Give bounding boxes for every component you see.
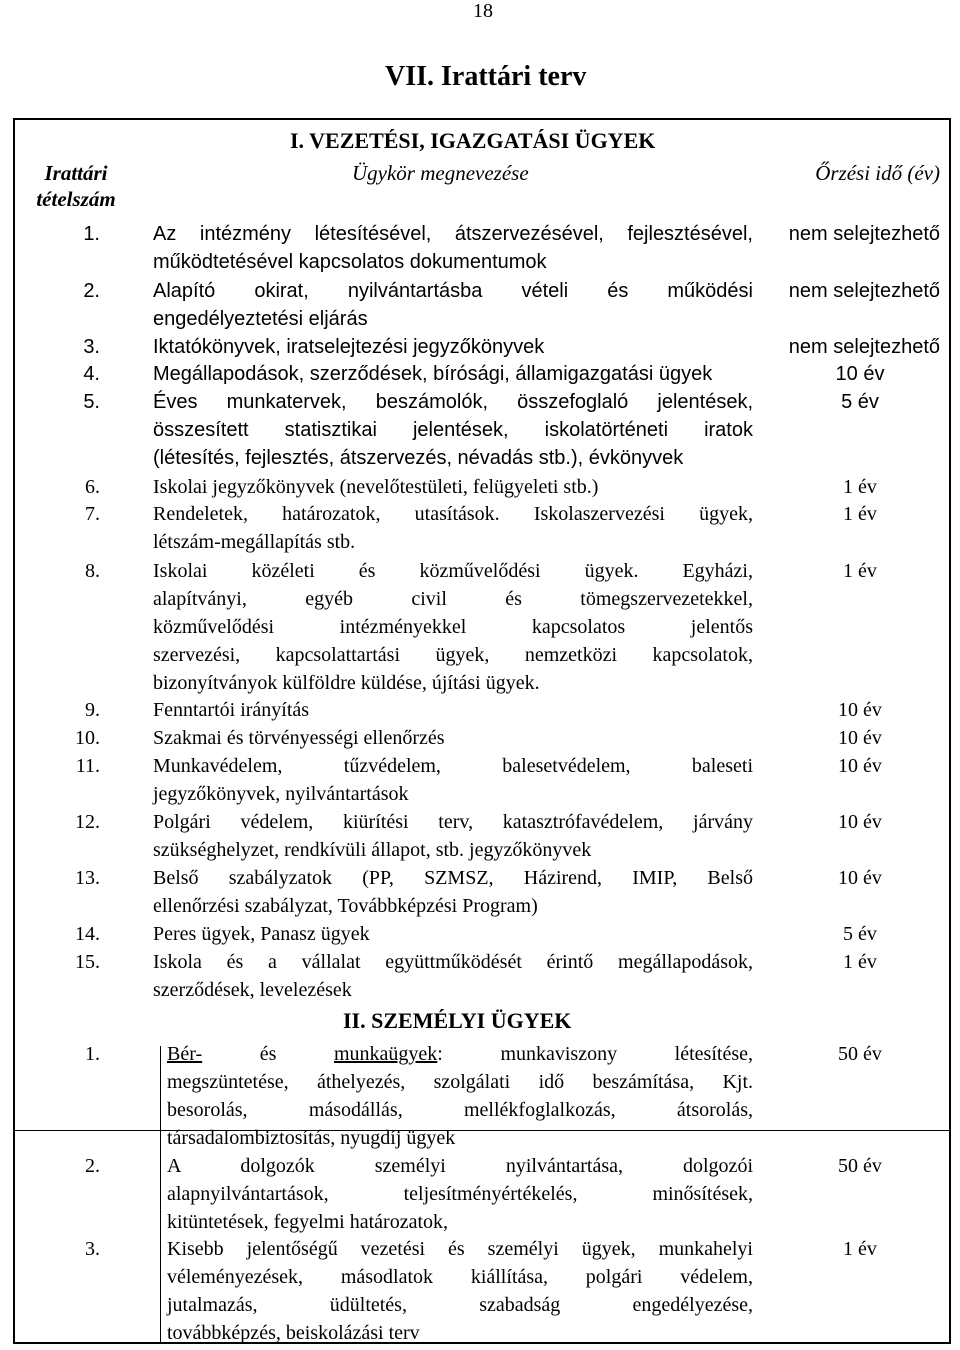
row-retention: 10 év (838, 699, 882, 721)
row-description-line: Peres ügyek, Panasz ügyek (153, 923, 370, 945)
row-retention: 50 év (838, 1155, 882, 1177)
row-description-line: Iskolai jegyzőkönyvek (nevelőtestületi, felügyeleti stb.) (153, 476, 599, 498)
row-description-line: Az intézmény létesítésével, átszervezésével, fejlesztésével, (153, 223, 753, 245)
row-retention: 5 év (841, 391, 879, 413)
row-description-line: bizonyítványok külföldre küldése, újítási ügyek. (153, 672, 540, 694)
row-description-line: Éves munkatervek, beszámolók, összefoglaló jelentések, (153, 391, 753, 413)
row-description-line: Rendeletek, határozatok, utasítások. Iskolaszervezési ügyek, (153, 503, 753, 525)
row-description-line: jegyzőkönyvek, nyilvántartások (153, 783, 409, 805)
row-number: 2. (85, 1155, 100, 1177)
row-retention: 1 év (843, 1238, 877, 1260)
row-number: 8. (85, 560, 100, 582)
row-number: 2. (83, 280, 100, 302)
col-header-name: Ügykör megnevezése (352, 161, 529, 185)
underlined-term: Bér- (167, 1043, 203, 1065)
row-description-line: szerződések, levelezések (153, 979, 352, 1001)
row-retention: 10 év (838, 755, 882, 777)
row-description-line: Szakmai és törvényességi ellenőrzés (153, 727, 445, 749)
row-retention: 1 év (843, 951, 877, 973)
row-description (167, 1040, 753, 1152)
row-retention: 10 év (838, 867, 882, 889)
row-number: 6. (85, 476, 100, 498)
col-header-number (30, 160, 122, 212)
col-header-number-line1: Irattári (44, 161, 108, 185)
row-description-line: jutalmazás, üdültetés, szabadság engedélyezése, (167, 1294, 753, 1316)
row-description-line: A dolgozók személyi nyilvántartása, dolgozói (167, 1155, 753, 1177)
row-retention: 10 év (835, 363, 885, 385)
row-number: 15. (75, 951, 100, 973)
row-description-line: (létesítés, fejlesztés, átszervezés, névadás stb.), évkönyvek (153, 447, 684, 469)
row-description-line: véleményezések, másodlatok kiállítása, polgári védelem, (167, 1266, 753, 1288)
row-description (153, 333, 753, 361)
page-title: VII. Irattári terv (385, 61, 587, 92)
row-description-line: létszám-megállapítás stb. (153, 531, 356, 553)
row-number: 14. (75, 923, 100, 945)
row-number: 1. (83, 223, 100, 245)
row-description-line: engedélyeztetési eljárás (153, 308, 368, 330)
row-number: 3. (85, 1238, 100, 1260)
col-header-retention: Őrzési idő (év) (815, 161, 940, 185)
row-description (153, 473, 753, 501)
underlined-term: munkaügyek (333, 1043, 438, 1065)
row-number: 9. (85, 699, 100, 721)
section-1-heading: I. VEZETÉSI, IGAZGATÁSI ÜGYEK (290, 128, 656, 153)
row-description (153, 808, 753, 864)
row-description (153, 864, 753, 920)
row-description-line: szervezési, kapcsolattartási ügyek, nemzetközi kapcsolatok, (153, 644, 753, 666)
row-number: 3. (83, 336, 100, 358)
row-description-line: Belső szabályzatok (PP, SZMSZ, Házirend, IMIP, Belső (153, 867, 753, 889)
text-span: és (202, 1043, 334, 1065)
col-header-number-line2: tételszám (36, 187, 116, 211)
row-description-line: Iskola és a vállalat együttműködését érintő megállapodások, (153, 951, 753, 973)
row-description-line: Kisebb jelentőségű vezetési és személyi ügyek, munkahelyi (167, 1238, 753, 1260)
row-retention: 1 év (843, 560, 877, 582)
row-number: 12. (75, 811, 100, 833)
row-description-line: működtetésével kapcsolatos dokumentumok (153, 251, 547, 273)
section-2-heading: II. SZEMÉLYI ÜGYEK (343, 1008, 572, 1033)
row-number: 13. (75, 867, 100, 889)
row-retention: 10 év (838, 811, 882, 833)
row-description-line: továbbképzés, beiskolázási terv (167, 1322, 420, 1344)
row-description-line: besorolás, másodállás, mellékfoglalkozás, átsorolás, (167, 1099, 753, 1121)
row-description (153, 277, 753, 333)
row-retention: 1 év (843, 476, 877, 498)
row-number: 4. (83, 363, 100, 385)
row-description (153, 360, 753, 388)
row-description (153, 752, 753, 808)
row-description-line: alapítványi, egyéb civil és tömegszervezetekkel, (153, 588, 753, 610)
row-number: 11. (75, 755, 100, 777)
row-description (153, 724, 753, 752)
row-description (153, 220, 753, 276)
row-description-line: Iktatókönyvek, iratselejtezési jegyzőkönyvek (153, 336, 545, 358)
row-number: 10. (75, 727, 100, 749)
row-description (167, 1152, 753, 1236)
row-description-line: Polgári védelem, kiürítési terv, katasztrófavédelem, járvány (153, 811, 753, 833)
row-number: 5. (83, 391, 100, 413)
row-description-line: Alapító okirat, nyilvántartásba vételi és működési (153, 280, 753, 302)
text-span: : munkaviszony létesítése, (437, 1043, 753, 1065)
row-description (153, 500, 753, 556)
row-number: 1. (85, 1043, 100, 1065)
row-description-line: Munkavédelem, tűzvédelem, balesetvédelem, baleseti (153, 755, 753, 777)
row-description-line: kitüntetések, fegyelmi határozatok, (167, 1211, 449, 1233)
row-number: 7. (85, 503, 100, 525)
row-description (153, 948, 753, 1004)
row-description (153, 557, 753, 697)
row-description-line: alapnyilvántartások, teljesítményértékelés, minősítések, (167, 1183, 753, 1205)
row-description (167, 1235, 753, 1347)
row-retention: nem selejtezhető (788, 336, 940, 358)
page-number: 18 (473, 0, 493, 22)
row-description-line: társadalombiztosítás, nyugdíj ügyek (167, 1127, 456, 1149)
row-retention: nem selejtezhető (788, 223, 940, 245)
row-description-line: Fenntartói irányítás (153, 699, 310, 721)
row-description-line: szükséghelyzet, rendkívüli állapot, stb. jegyzőkönyvek (153, 839, 592, 861)
row-description (153, 388, 753, 472)
section-2-column-line (160, 1046, 161, 1344)
row-description-line: ellenőrzési szabályzat, Továbbképzési Program) (153, 895, 538, 917)
row-description-line: közművelődési intézményekkel kapcsolatos jelentős (153, 616, 753, 638)
row-description (153, 696, 753, 724)
row-retention: 1 év (843, 503, 877, 525)
row-retention: nem selejtezhető (788, 280, 940, 302)
row-description-line: Iskolai közéleti és közművelődési ügyek. Egyházi, (153, 560, 753, 582)
row-description-line: Megállapodások, szerződések, bírósági, államigazgatási ügyek (153, 363, 713, 385)
row-description (153, 920, 753, 948)
row-description-line: összesített statisztikai jelentések, iskolatörténeti iratok (153, 419, 753, 441)
row-retention: 50 év (838, 1043, 882, 1065)
row-retention: 10 év (838, 727, 882, 749)
row-description-line: megszüntetése, áthelyezés, szolgálati idő beszámítása, Kjt. (167, 1071, 753, 1093)
row-retention: 5 év (843, 923, 877, 945)
row-description-line (167, 1040, 753, 1068)
